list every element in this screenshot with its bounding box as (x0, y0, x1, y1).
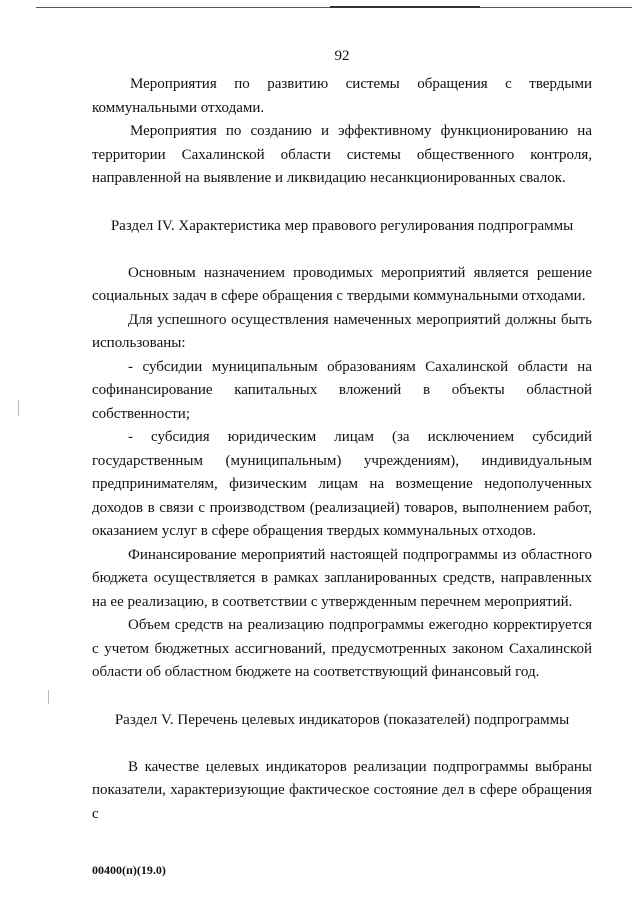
list-item: - субсидия юридическим лицам (за исключением субсидий государственным (муниципальным) учреждениям), индивидуальным предпринимателям, физическим лицам на возмещение недополученных доходов в связи с производством (реализацией) товаров, выполнением работ, оказанием услуг в сфере обращения твердых коммунальных отходов. (92, 429, 592, 539)
paragraph: Мероприятия по развитию системы обращения с твердыми коммунальными отходами. (92, 76, 592, 116)
paragraph: Мероприятия по созданию и эффективному функционированию на территории Сахалинской области системы общественного контроля, направленной на выявление и ликвидацию несанкционированных свалок. (92, 123, 592, 186)
top-scan-rule-dark (330, 6, 480, 8)
document-page (92, 46, 592, 826)
left-margin-mark (48, 690, 49, 704)
list-item: - субсидии муниципальным образованиям Сахалинской области на софинансирование капитальных вложений в объекты областной собственности; (92, 358, 592, 422)
paragraph: В качестве целевых индикаторов реализации подпрограммы выбраны показатели, характеризующие фактическое состояние дел в сфере обращения с (92, 758, 592, 822)
page-number: 92 (334, 48, 350, 64)
paragraph: Основным назначением проводимых мероприятий является решение социальных задач в сфере обращения с твердыми коммунальными отходами. (92, 264, 592, 304)
section-heading: Раздел V. Перечень целевых индикаторов (показателей) подпрограммы (114, 711, 570, 728)
paragraph: Для успешного осуществления намеченных мероприятий должны быть использованы: (92, 311, 592, 351)
paragraph: Объем средств на реализацию подпрограммы ежегодно корректируется с учетом бюджетных ассигнований, предусмотренных законом Сахалинской области об областном бюджете на соответствующий финансовый год. (92, 617, 592, 680)
left-margin-mark (18, 400, 19, 416)
paragraph: Финансирование мероприятий настоящей подпрограммы из областного бюджета осуществляется в рамках запланированных средств, направленных на ее реализацию, в соответствии с утвержденным перечнем мероприятий. (92, 546, 592, 610)
section-heading: Раздел IV. Характеристика мер правового регулирования подпрограммы (110, 217, 574, 234)
document-code: 00400(п)(19.0) (92, 863, 166, 877)
